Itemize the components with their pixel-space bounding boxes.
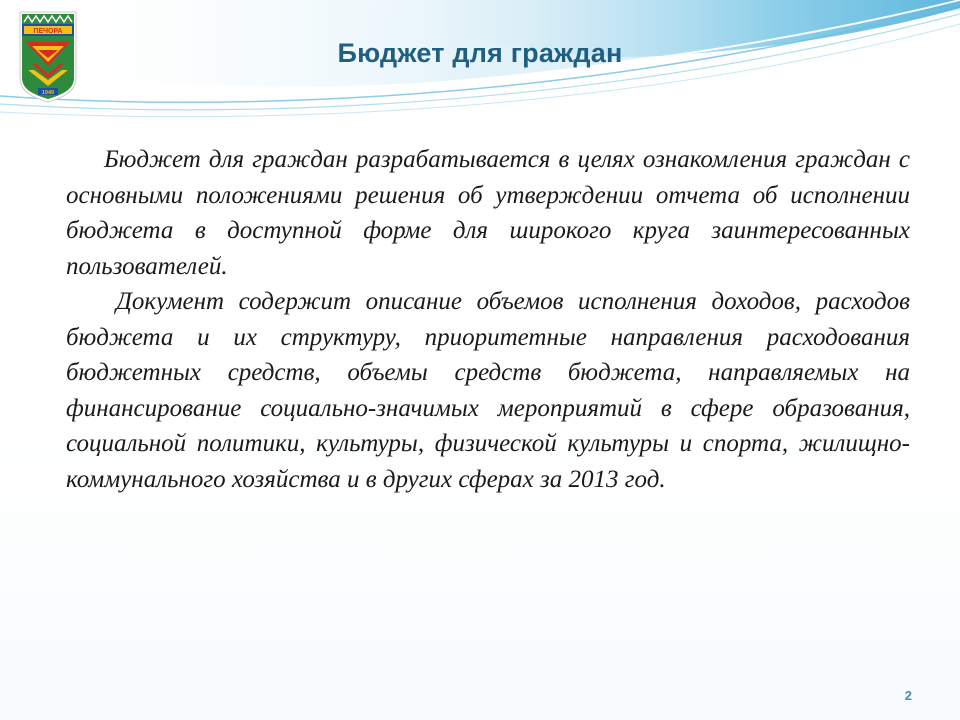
emblem-year-text: 1949 xyxy=(41,90,55,96)
pechora-coat-of-arms-icon xyxy=(16,8,80,104)
body-paragraph-2: Документ содержит описание объемов исполнения доходов, расходов бюджета и их структуру, приоритетные направления расходования бюджетных средств, объемы средств бюджета, направляемых на финансирование социально-значимых мероприятий в сфере образования, социальной политики, культуры, физической культуры и спорта, жилищно-коммунального хозяйства и в других сферах за 2013 год. xyxy=(66,288,910,493)
emblem-banner-text: ПЕЧОРА xyxy=(33,28,63,35)
body-paragraph-1: Бюджет для граждан разрабатывается в целях ознакомления граждан с основными положениями решения об утверждении отчета об исполнении бюджета в доступной форме для широкого круга заинтересованных пользователей. xyxy=(66,146,910,280)
header-wave-decoration xyxy=(0,0,960,140)
slide-body xyxy=(66,142,910,497)
page-number: 2 xyxy=(904,688,912,703)
slide-title: Бюджет для граждан xyxy=(337,38,623,68)
